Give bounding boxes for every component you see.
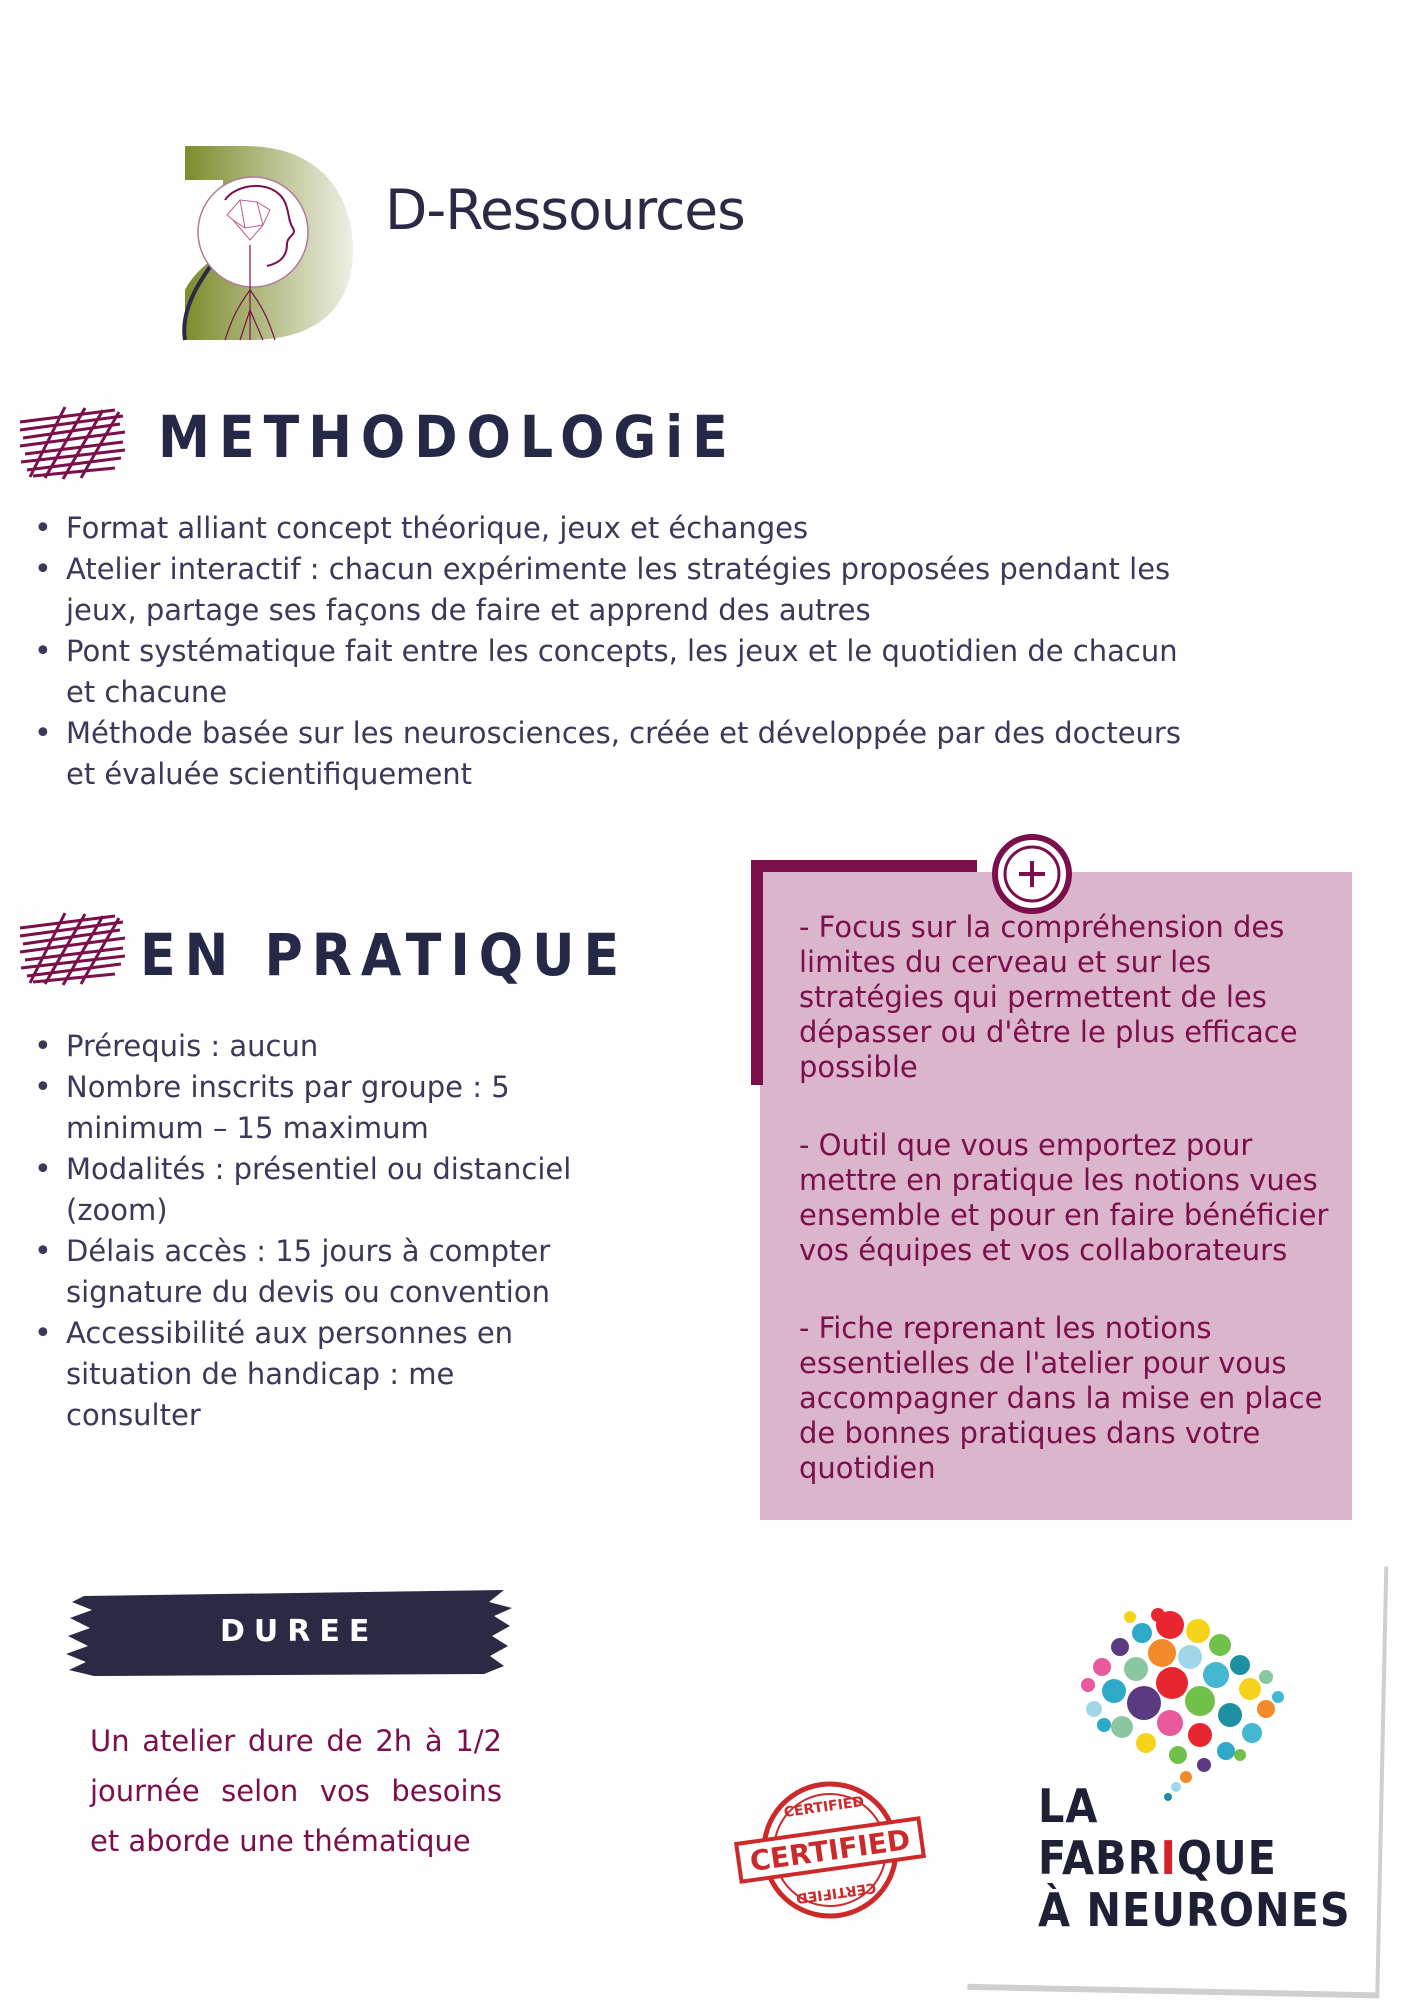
brain-dot [1257,1700,1275,1718]
brain-dot [1169,1746,1187,1764]
scribble-decoration [15,402,130,482]
brain-dot [1111,1716,1133,1738]
brain-dot [1197,1758,1211,1772]
pratique-list [16,1026,576,1436]
brain-dot [1272,1691,1284,1703]
brain-dot [1218,1703,1242,1727]
accent-bar [751,860,763,1085]
info-box-text [799,910,1339,1529]
list-item: • Méthode basée sur les neurosciences, créée et développée par des docteurs et évaluée scientifiquement [16,713,1216,795]
brain-dot [1203,1662,1229,1688]
brain-dot [1111,1638,1129,1656]
brain-dot [1081,1678,1095,1692]
d-ressources-logo [175,140,365,345]
fabrique-logo-text [1038,1780,1351,1936]
list-item: • Modalités : présentiel ou distanciel (zoom) [16,1149,576,1231]
section-title-methodologie: METHODOLOGiE [158,403,737,471]
section-title-en-pratique: EN PRATIQUE [140,921,629,989]
fabrique-line: FABRIQUE [1038,1831,1277,1885]
list-item: • Délais accès : 15 jours à compter signature du devis ou convention [16,1231,576,1313]
brain-dot [1124,1611,1136,1623]
brain-dot [1178,1645,1202,1669]
stamp-bottom-text: CERTIFIED [794,1879,878,1907]
brain-dot [1188,1723,1212,1747]
brain-dot [1230,1655,1250,1675]
list-item: • Prérequis : aucun [16,1026,576,1067]
brain-dot [1102,1679,1126,1703]
brain-dot [1136,1733,1156,1753]
list-item: • Accessibilité aux personnes en situation de handicap : me consulter [16,1313,576,1436]
brain-dot [1157,1710,1183,1736]
brain-dot [1093,1658,1111,1676]
brain-dot [1132,1623,1152,1643]
info-paragraph: - Outil que vous emportez pour mettre en pratique les notions vues ensemble et pour en faire bénéficier vos équipes et vos collaborateurs [799,1128,1329,1267]
scribble-decoration [15,908,130,988]
duree-label: DUREE [220,1614,379,1649]
brain-dot [1156,1667,1188,1699]
plus-icon [990,832,1074,916]
brain-dot [1148,1639,1176,1667]
brain-dot [1209,1634,1231,1656]
fabrique-line: LA [1038,1779,1099,1833]
brain-dot [1124,1657,1148,1681]
accent-bar [751,860,977,872]
certified-stamp [730,1775,930,1925]
brain-dot [1239,1678,1261,1700]
info-paragraph: - Fiche reprenant les notions essentielles de l'atelier pour vous accompagner dans la mise en place de bonnes pratiques dans votre quotidien [799,1311,1323,1485]
brain-dot [1086,1701,1102,1717]
brain-dot [1217,1742,1235,1760]
list-item: • Atelier interactif : chacun expérimente les stratégies proposées pendant les jeux, partage ses façons de faire et apprend des autres [16,549,1216,631]
methodologie-list [16,508,1216,795]
list-item: • Pont systématique fait entre les concepts, les jeux et le quotidien de chacun et chacune [16,631,1216,713]
info-paragraph: - Focus sur la compréhension des limites du cerveau et sur les stratégies qui permettent de les dépasser ou d'être le plus efficace possible [799,910,1298,1084]
stamp-center-text: CERTIFIED [747,1822,913,1879]
brain-dot [1186,1619,1210,1643]
fabrique-line: À NEURONES [1038,1883,1351,1937]
list-item: • Format alliant concept théorique, jeux et échanges [16,508,1216,549]
list-item: • Nombre inscrits par groupe : 5 minimum – 15 maximum [16,1067,576,1149]
brain-dot [1151,1608,1165,1622]
stamp-top-text: CERTIFIED [782,1793,866,1821]
brain-dot [1185,1686,1215,1716]
brain-dot [1259,1670,1273,1684]
brain-dot [1234,1749,1246,1761]
brand-name: D-Ressources [385,178,745,242]
brain-dot [1127,1686,1161,1720]
duree-text: Un atelier dure de 2h à 1/2 journée selon vos besoins et aborde une thématique [90,1724,502,1858]
brain-dot [1242,1723,1262,1743]
brain-dot [1097,1718,1111,1732]
